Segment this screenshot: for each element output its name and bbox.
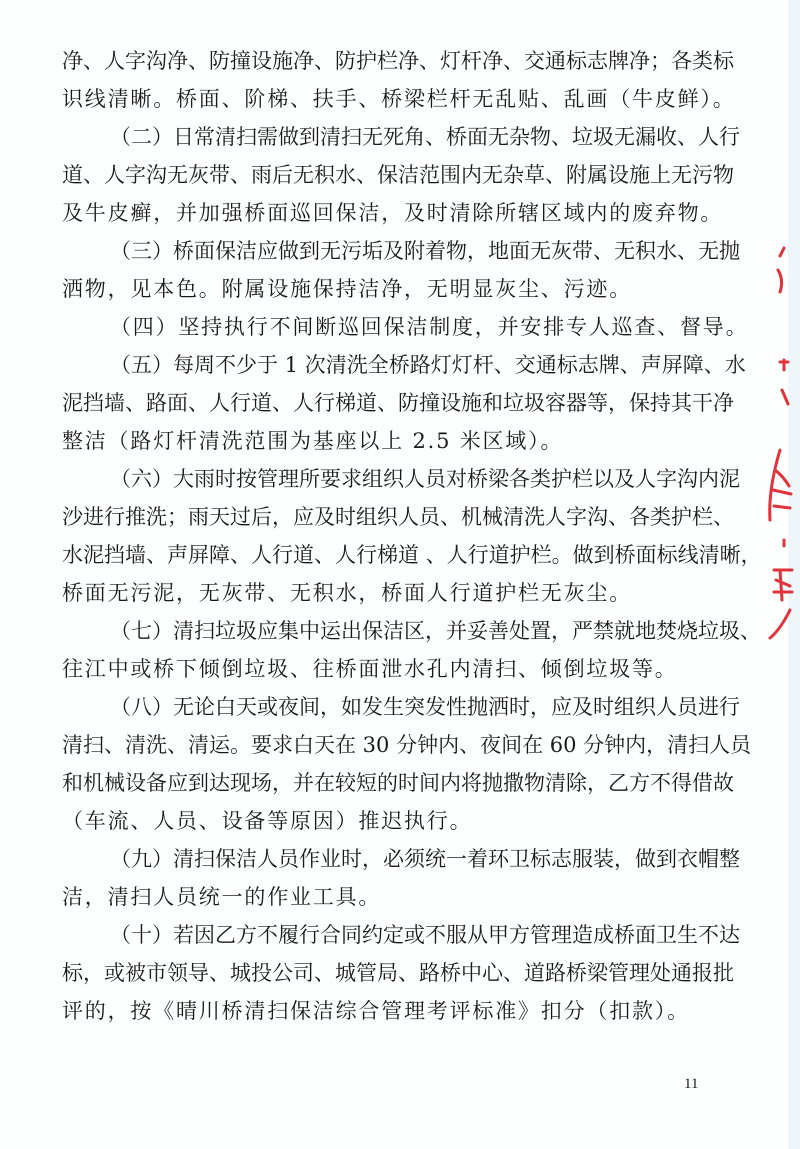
text-line: 标，或被市领导、城投公司、城管局、路桥中心、道路桥梁管理处通报批 — [62, 961, 734, 985]
text-line: 清扫、清洗、清运。要求白天在 30 分钟内、夜间在 60 分钟内，清扫人员 — [62, 733, 752, 757]
text-line: 泥挡墙、路面、人行道、人行梯道、防撞设施和垃圾容器等，保持其干净 — [62, 391, 734, 415]
text-line: （七）清扫垃圾应集中运出保洁区，并妥善处置，严禁就地焚烧垃圾、 — [110, 619, 761, 643]
text-line: （四）坚持执行不间断巡回保洁制度，并安排专人巡查、督导。 — [110, 315, 749, 339]
text-line: （八）无论白天或夜间，如发生突发性抛洒时，应及时组织人员进行 — [110, 695, 740, 719]
text-line: 水泥挡墙、声屏障、人行道、人行梯道 、人行道护栏。做到桥面标线清晰， — [62, 543, 762, 567]
page-number: 11 — [684, 1076, 699, 1092]
text-line: （六）大雨时按管理所要求组织人员对桥梁各类护栏以及人字沟内泥 — [110, 467, 740, 491]
text-line: 评的，按《晴川桥清扫保洁综合管理考评标准》扣分（扣款）。 — [62, 999, 690, 1023]
red-seal-stamp — [740, 240, 800, 660]
text-line: （三）桥面保洁应做到无污垢及附着物，地面无灰带、无积水、无抛 — [110, 239, 740, 263]
text-line: （九）清扫保洁人员作业时，必须统一着环卫标志服装，做到衣帽整 — [110, 847, 740, 871]
text-line: 往江中或桥下倾倒垃圾、往桥面泄水孔内清扫、倾倒垃圾等。 — [62, 657, 678, 681]
text-line: 和机械设备应到达现场，并在较短的时间内将抛撒物清除，乙方不得借故 — [62, 771, 734, 795]
text-line: （十）若因乙方不履行合同约定或不服从甲方管理造成桥面卫生不达 — [110, 923, 740, 947]
text-line: 及牛皮癣，并加强桥面巡回保洁，及时清除所辖区域内的废弃物。 — [62, 201, 724, 225]
text-line: 沙进行推洗；雨天过后，应及时组织人员、机械清洗人字沟、各类护栏、 — [62, 505, 734, 529]
text-line: （车流、人员、设备等原因）推迟执行。 — [62, 809, 473, 833]
text-line: 整洁（路灯杆清洗范围为基座以上 2.5 米区域）。 — [62, 429, 564, 453]
text-line: 洁，清扫人员统一的作业工具。 — [62, 885, 382, 909]
text-line: （五）每周不少于 1 次清洗全桥路灯灯杆、交通标志牌、声屏障、水 — [110, 353, 746, 377]
text-line: （二）日常清扫需做到清扫无死角、桥面无杂物、垃圾无漏收、人行 — [110, 125, 740, 149]
text-line: 道、人字沟无灰带、雨后无积水、保洁范围内无杂草、附属设施上无污物 — [62, 163, 734, 187]
text-line: 洒物，见本色。附属设施保持洁净，无明显灰尘、污迹。 — [62, 277, 632, 301]
text-line: 桥面无污泥，无灰带、无积水，桥面人行道护栏无灰尘。 — [62, 581, 632, 605]
text-line: 识线清晰。桥面、阶梯、扶手、桥梁栏杆无乱贴、乱画（牛皮鲜）。 — [62, 87, 736, 111]
text-line: 净、人字沟净、防撞设施净、防护栏净、灯杆净、交通标志牌净；各类标 — [62, 49, 734, 73]
